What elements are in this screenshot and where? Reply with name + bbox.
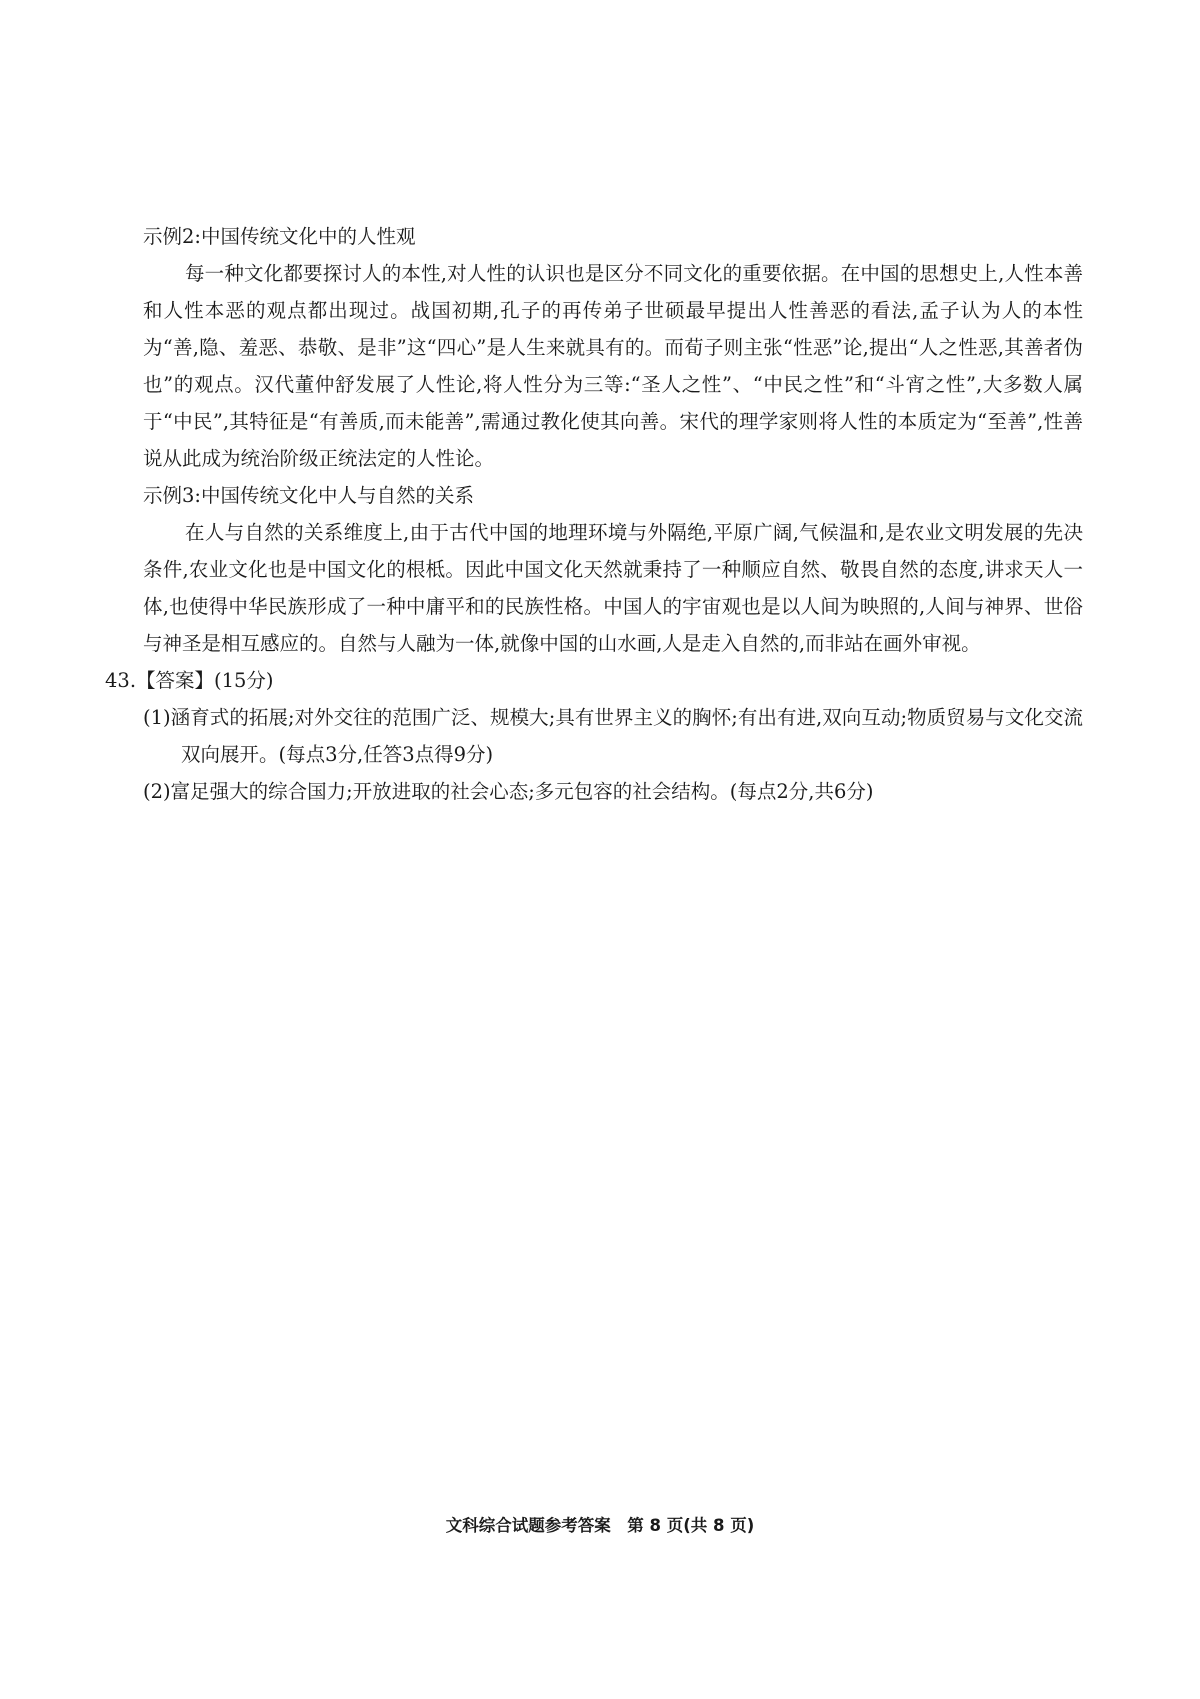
example-2-heading: 示例2:中国传统文化中的人性观: [143, 225, 416, 248]
answer-content: [105, 218, 1083, 810]
example-3-body: 在人与自然的关系维度上,由于古代中国的地理环境与外隔绝,平原广阔,气候温和,是农业文明发展的先决条件,农业文化也是中国文化的根柢。因此中国文化天然就秉持了一种顺应自然、敬畏自然的态度,讲求天人一体,也使得中华民族形成了一种中庸平和的民族性格。中国人的宇宙观也是以人间为映照的,人间与神界、世俗与神圣是相互感应的。自然与人融为一体,就像中国的山水画,人是走入自然的,而非站在画外审视。: [143, 521, 1083, 655]
example-2-body: 每一种文化都要探讨人的本性,对人性的认识也是区分不同文化的重要依据。在中国的思想史上,人性本善和人性本恶的观点都出现过。战国初期,孔子的再传弟子世硕最早提出人性善恶的看法,孟子认为人的本性为“善,隐、羞恶、恭敬、是非”这“四心”是人生来就具有的。而荀子则主张“性恶”论,提出“人之性恶,其善者伪也”的观点。汉代董仲舒发展了人性论,将人性分为三等:“圣人之性”、“中民之性”和“斗宵之性”,大多数人属于“中民”,其特征是“有善质,而未能善”,需通过教化使其向善。宋代的理学家则将人性的本质定为“至善”,性善说从此成为统治阶级正统法定的人性论。: [143, 262, 1083, 470]
page-footer: 文科综合试题参考答案 第 8 页(共 8 页): [445, 1516, 755, 1535]
question-43-item-1: (1)涵育式的拓展;对外交往的范围广泛、规模大;具有世界主义的胸怀;有出有进,双向互动;物质贸易与文化交流双向展开。(每点3分,任答3点得9分): [143, 706, 1083, 766]
question-43-title: 43.【答案】(15分): [105, 669, 274, 692]
example-3-heading: 示例3:中国传统文化中人与自然的关系: [143, 484, 474, 507]
question-43-item-2: (2)富足强大的综合国力;开放进取的社会心态;多元包容的社会结构。(每点2分,共6分): [143, 780, 874, 803]
